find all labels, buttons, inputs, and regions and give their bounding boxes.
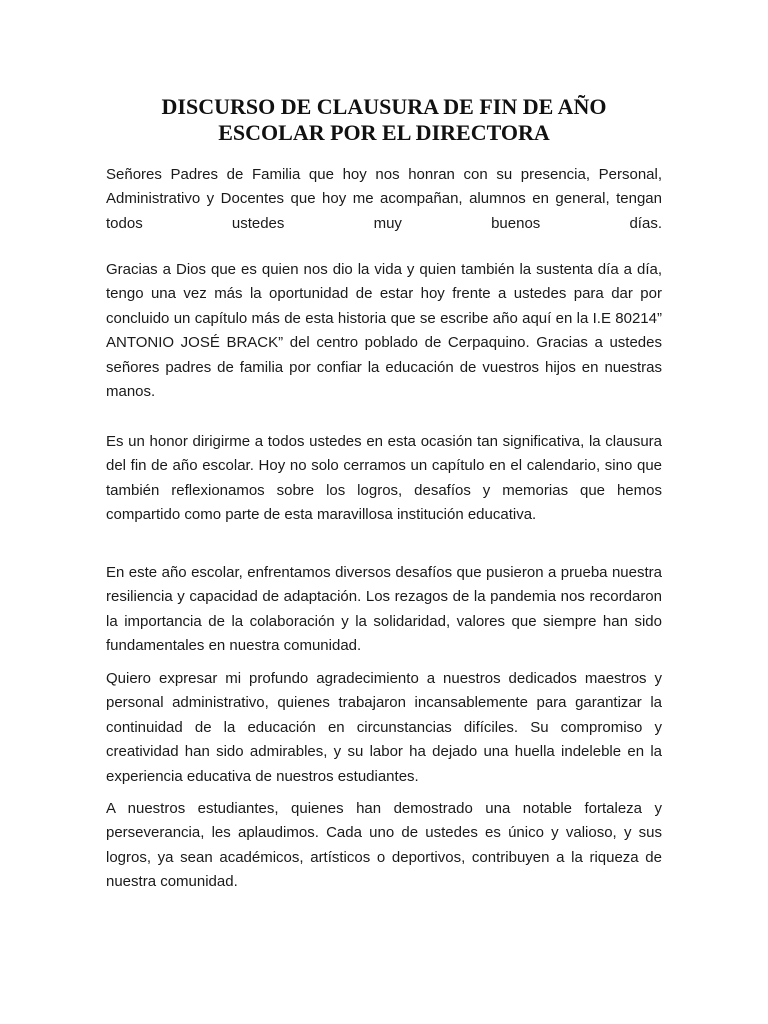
- title-line-1: DISCURSO DE CLAUSURA DE FIN DE AÑO: [161, 94, 607, 119]
- paragraph-challenges: En este año escolar, enfrentamos diversos desafíos que pusieron a prueba nuestra resiliencia y capacidad de adaptación. Los rezagos de la pandemia nos recordaron la importancia de la colaboración y la solidaridad, valores que siempre han sido fundamentales en nuestra comunidad.: [106, 564, 662, 655]
- paragraph-honor: Es un honor dirigirme a todos ustedes en esta ocasión tan significativa, la clausura del fin de año escolar. Hoy no solo cerramos un capítulo en el calendario, sino que también reflexionamos sobre los logros, desafíos y memorias que hemos compartido como parte de esta maravillosa institución educativa.: [106, 433, 662, 524]
- document-title: [106, 94, 662, 146]
- paragraph-students: A nuestros estudiantes, quienes han demostrado una notable fortaleza y perseverancia, les aplaudimos. Cada uno de ustedes es único y valioso, y sus logros, ya sean académicos, artísticos o deportivos, contribuyen a la riqueza de nuestra comunidad.: [106, 800, 662, 891]
- title-line-2: ESCOLAR POR EL DIRECTORA: [218, 120, 550, 145]
- paragraph-greeting: Señores Padres de Familia que hoy nos honran con su presencia, Personal, Administrativo y Docentes que hoy me acompañan, alumnos en general, tengan todos ustedes muy buenos días.: [106, 166, 662, 232]
- paragraph-thanks: Gracias a Dios que es quien nos dio la vida y quien también la sustenta día a día, tengo una vez más la oportunidad de estar hoy frente a ustedes para dar por concluido un capítulo más de esta historia que se escribe año aquí en la I.E 80214” ANTONIO JOSÉ BRACK” del centro poblado de Cerpaquino. Gracias a ustedes señores padres de familia por confiar la educación de vuestros hijos en nuestras manos.: [106, 261, 662, 401]
- paragraph-gratitude-staff: Quiero expresar mi profundo agradecimiento a nuestros dedicados maestros y personal administrativo, quienes trabajaron incansablemente para garantizar la continuidad de la educación en circunstancias difíciles. Su compromiso y creatividad han sido admirables, y su labor ha dejado una huella indeleble en la experiencia educativa de nuestros estudiantes.: [106, 670, 662, 785]
